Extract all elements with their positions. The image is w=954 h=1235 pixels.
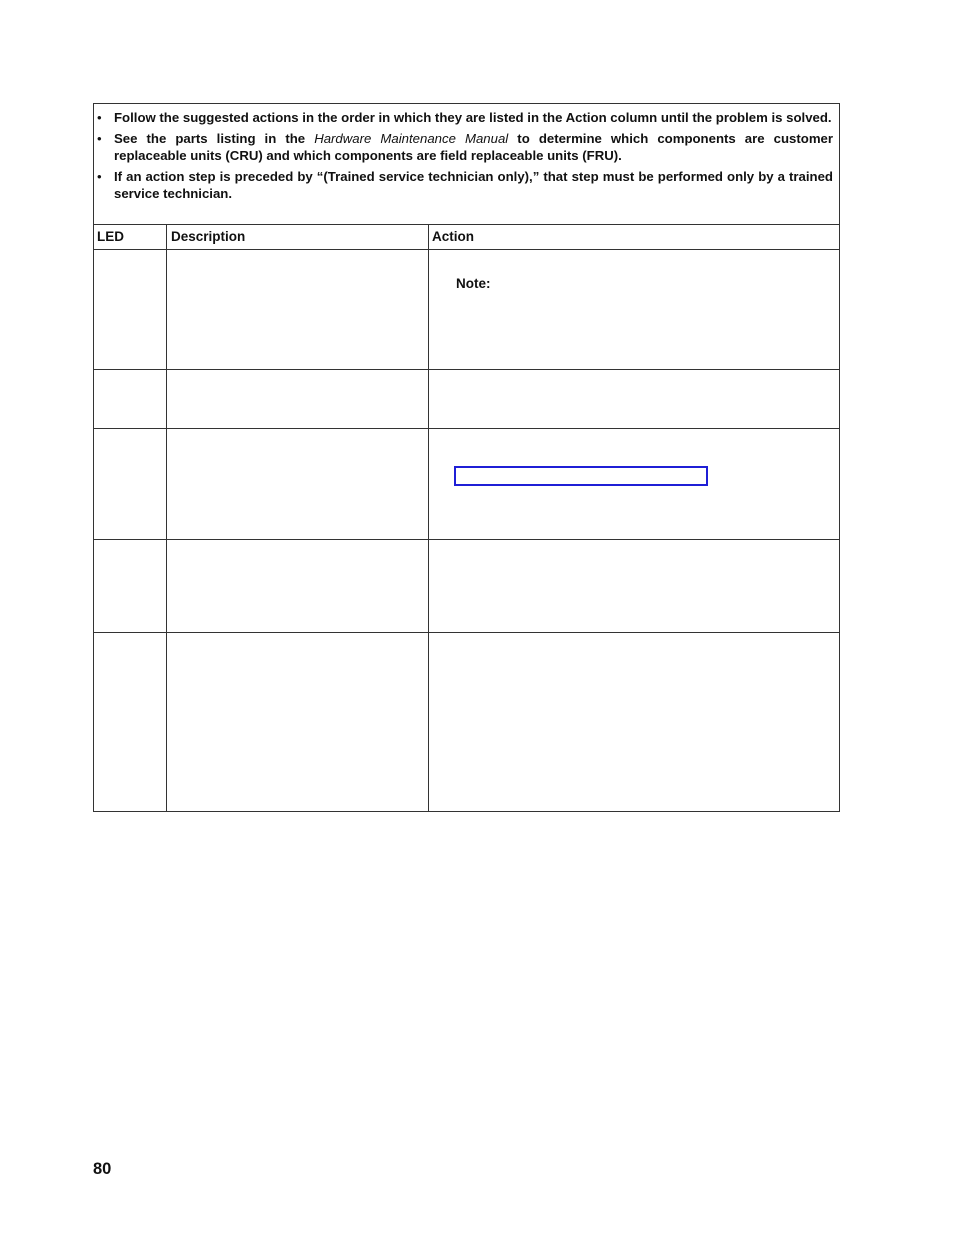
instruction-item: [96, 130, 833, 164]
led-action-table: [93, 103, 840, 812]
description-column-header: Description: [171, 229, 246, 244]
led-column-header: LED: [97, 229, 124, 244]
row-divider: [94, 369, 839, 370]
column-divider: [166, 225, 167, 812]
instruction-text-end: to determine which components are customer replaceable units (CRU) and which components are field replaceable units (FRU).: [114, 131, 834, 163]
manual-title: Hardware Maintenance Manual: [314, 131, 509, 146]
row-divider: [94, 428, 839, 429]
instruction-text-start: See the parts listing in the: [114, 131, 315, 146]
instruction-text: If an action step is preceded by “(Trained service technician only),” that step must be performed only by a trained service technician.: [114, 169, 833, 201]
instruction-text: Follow the suggested actions in the order in which they are listed in the Action column until the problem is solved.: [114, 110, 832, 125]
bullet: •: [97, 131, 102, 146]
bullet: •: [97, 169, 102, 184]
table-header-row: [94, 225, 839, 250]
page-number: 80: [93, 1160, 112, 1178]
instruction-item: [96, 168, 833, 202]
row-divider: [94, 632, 839, 633]
instruction-item: [96, 109, 833, 126]
cross-reference-link[interactable]: [454, 466, 708, 486]
action-column-header: Action: [432, 229, 474, 244]
table-instructions: [94, 104, 839, 225]
column-divider: [428, 225, 429, 812]
action-note-label: Note:: [456, 276, 491, 291]
row-divider: [94, 539, 839, 540]
bullet: •: [97, 110, 102, 125]
